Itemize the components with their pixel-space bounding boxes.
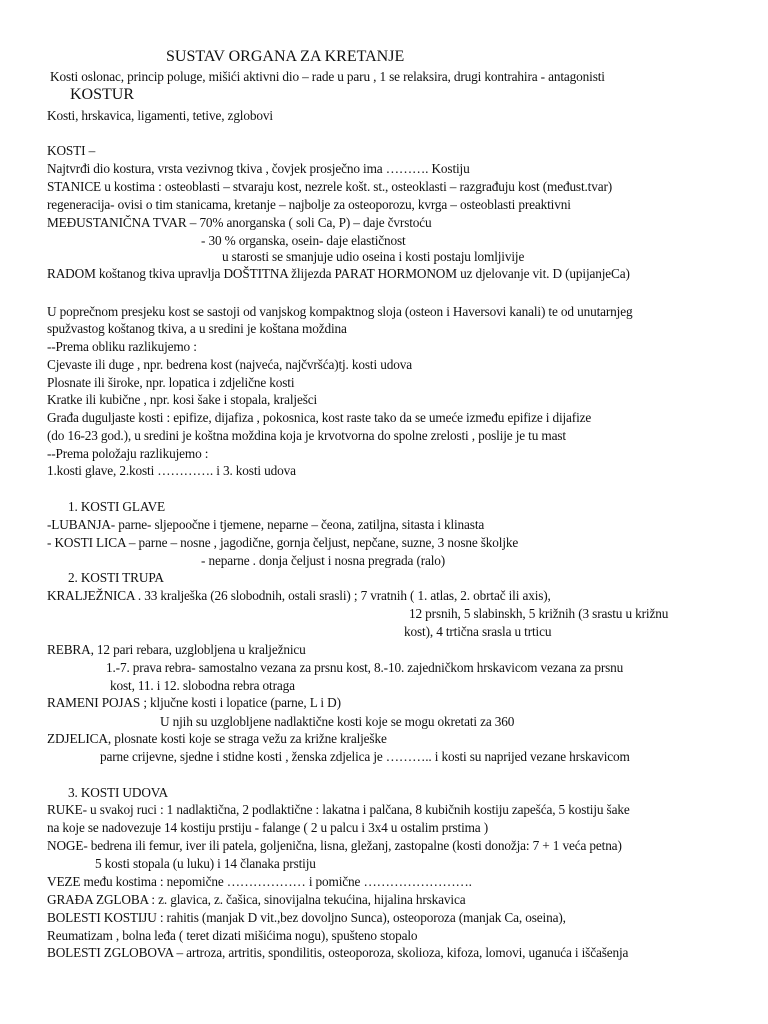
kosti-line: RADOM koštanog tkiva upravlja DOŠTITNA žlijezda PARAT HORMONOM uz djelovanje vit. D (upijanjeCa) xyxy=(47,266,630,281)
trupa-line: 12 prsnih, 5 slabinskh, 5 križnih (3 srastu u križnu xyxy=(409,606,669,621)
presjek-line: --Prema obliku razlikujemo : xyxy=(47,339,197,354)
kosti-line: - 30 % organska, osein- daje elastičnost xyxy=(201,233,406,248)
presjek-line: U poprečnom presjeku kost se sastoji od vanjskog kompaktnog sloja (osteon i Haversovi kanali) te od unutarnjeg xyxy=(47,304,633,319)
kosti-line: regeneracija- ovisi o tim stanicama, kretanje – najbolje za osteoporozu, kvrga – osteoblasti preaktivni xyxy=(47,197,571,212)
intro-line: Kosti oslonac, princip poluge, mišići aktivni dio – rade u paru , 1 se relaksira, drugi kontrahira - antagonisti xyxy=(50,69,605,84)
trupa-line: ZDJELICA, plosnate kosti koje se straga vežu za križne kralješke xyxy=(47,731,387,746)
kosti-line: STANICE u kostima : osteoblasti – stvaraju kost, nezrele košt. st., osteoklasti – razgrađuju kost (međust.tvar) xyxy=(47,179,613,194)
trupa-line: kost), 4 trtična srasla u trticu xyxy=(404,624,552,639)
udova-line: Reumatizam , bolna leđa ( teret dizati mišićima nogu), spušteno stopalo xyxy=(47,928,418,943)
trupa-line: kost, 11. i 12. slobodna rebra otraga xyxy=(110,678,295,693)
trupa-line: KRALJEŽNICA . 33 kralješka (26 slobodnih, ostali srasli) ; 7 vratnih ( 1. atlas, 2. obrtač ili axis), xyxy=(47,588,551,603)
presjek-line: Kratke ili kubične , npr. kosi šake i stopala, kralješci xyxy=(47,392,318,407)
presjek-line: Građa duguljaste kosti : epifize, dijafiza , pokosnica, kost raste tako da se umeće između epifize i dijafize xyxy=(47,410,592,425)
trupa-line: 1.-7. prava rebra- samostalno vezana za prsnu kost, 8.-10. zajedničkom hrskavicom vezana za prsnu xyxy=(106,660,624,675)
glave-line: -LUBANJA- parne- sljepoočne i tjemene, neparne – čeona, zatiljna, sitasta i klinasta xyxy=(47,517,485,532)
presjek-line: spužvastog koštanog tkiva, a u sredini je koštana moždina xyxy=(47,321,347,336)
kosti-glave-heading: 1. KOSTI GLAVE xyxy=(68,499,166,514)
kosti-line: MEĐUSTANIČNA TVAR – 70% anorganska ( soli Ca, P) – daje čvrstoću xyxy=(47,215,432,230)
udova-line: na koje se nadovezuje 14 kostiju prstiju - falange ( 2 u palcu i 3x4 u ostalim prstima ) xyxy=(47,820,489,835)
udova-line: 5 kosti stopala (u luku) i 14 članaka prstiju xyxy=(95,856,316,871)
presjek-line: 1.kosti glave, 2.kosti …………. i 3. kosti udova xyxy=(47,463,296,478)
presjek-line: Plosnate ili široke, npr. lopatica i zdjelične kosti xyxy=(47,375,295,390)
kostur-heading: KOSTUR xyxy=(70,86,135,103)
trupa-line: RAMENI POJAS ; ključne kosti i lopatice (parne, L i D) xyxy=(47,695,341,710)
udova-line: BOLESTI ZGLOBOVA – artroza, artritis, spondilitis, osteoporoza, skolioza, kifoza, lomovi, uganuća i iščašenja xyxy=(47,945,629,960)
trupa-line: parne crijevne, sjedne i stidne kosti , ženska zdjelica je ……….. i kosti su naprijed vezane hrskavicom xyxy=(100,749,630,764)
document-title: SUSTAV ORGANA ZA KRETANJE xyxy=(166,48,405,65)
presjek-line: Cjevaste ili duge , npr. bedrena kost (najveća, najčvršća)tj. kosti udova xyxy=(47,357,412,372)
kostur-line: Kosti, hrskavica, ligamenti, tetive, zglobovi xyxy=(47,108,273,123)
trupa-line: U njih su uzgloblj​ene nadlaktične kosti koje se mogu okretati za 360 xyxy=(160,714,515,729)
udova-line: VEZE među kostima : nepomične ……………… i pomične ……………………. xyxy=(47,874,472,889)
kosti-line: u starosti se smanjuje udio oseina i kosti postaju lomljivije xyxy=(222,249,525,264)
presjek-line: (do 16-23 god.), u sredini je koštna moždina koja je krvotvorna do spolne zrelosti , poslije je tu mast xyxy=(47,428,566,443)
trupa-line: REBRA, 12 pari rebara, uzgloblj​ena u kralježnicu xyxy=(47,642,306,657)
kosti-heading: KOSTI – xyxy=(47,143,96,158)
kosti-trupa-heading: 2. KOSTI TRUPA xyxy=(68,570,164,585)
kosti-line: Najtvrđi dio kostura, vrsta vezivnog tkiva , čovjek prosječno ima ………. Kostiju xyxy=(47,161,470,176)
udova-line: NOGE- bedrena ili femur, iver ili patela, goljenična, lisna, gležanj, zastopalne (kosti donožja: 7 + 1 veća petna) xyxy=(47,838,622,853)
udova-line: RUKE- u svakoj ruci : 1 nadlaktična, 2 podlaktične : lakatna i palčana, 8 kubičnih kostiju zapešća, 5 kostiju šake xyxy=(47,802,630,817)
kosti-udova-heading: 3. KOSTI UDOVA xyxy=(68,785,168,800)
udova-line: GRAĐA ZGLOBA : z. glavica, z. čašica, sinovijalna tekućina, hijalina hrskavica xyxy=(47,892,466,907)
glave-line: - neparne . donja čeljust i nosna pregrada (ralo) xyxy=(201,553,446,568)
udova-line: BOLESTI KOSTIJU : rahitis (manjak D vit.,bez dovoljno Sunca), osteoporoza (manjak Ca, oseina), xyxy=(47,910,566,925)
glave-line: - KOSTI LICA – parne – nosne , jagodične, gornja čeljust, nepčane, suzne, 3 nosne školjke xyxy=(47,535,519,550)
presjek-line: --Prema položaju razlikujemo : xyxy=(47,446,209,461)
